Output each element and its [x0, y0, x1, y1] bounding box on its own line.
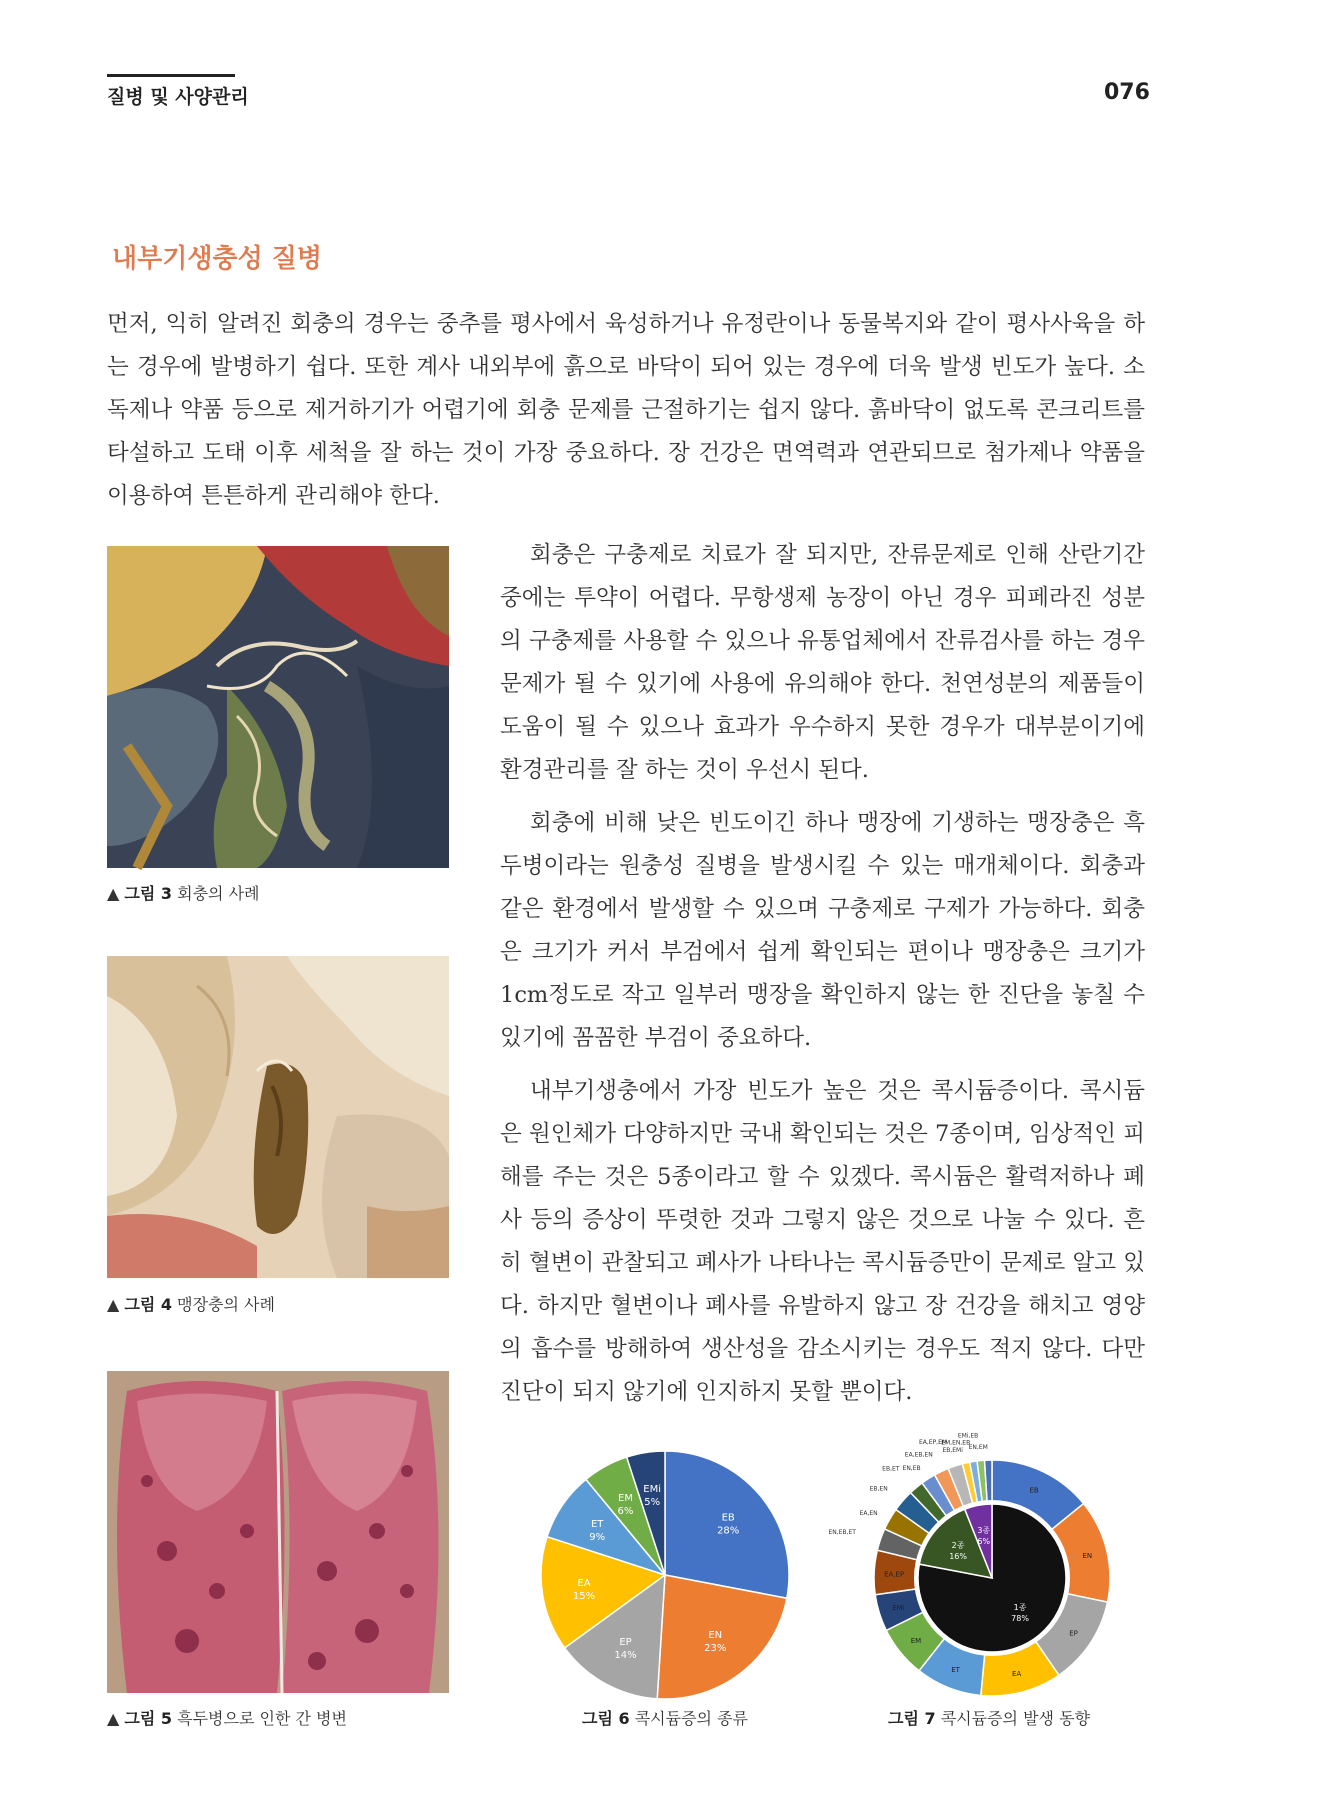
- slice-name-eb: EB: [721, 1512, 735, 1524]
- outer-label-ea-ep-em: EA,EP,EM: [918, 1439, 948, 1447]
- caption-label: 그림 3: [124, 884, 173, 903]
- intro-paragraph: 먼저, 익히 알려진 회충의 경우는 중추를 평사에서 육성하거나 유정란이나 동물복지와 같이 평사사육을 하는 경우에 발병하기 쉽다. 또한 계사 내외부에 흙으로 바닥이 되어 있는 경우에 더욱 발생 빈도가 높다. 소독제나 약품 등으로 제거하기가 어렵기에 회충 문제를 근절하기는 쉽지 않다. 흙바닥이 없도록 콘크리트를 타설하고 도태 이후 세척을 잘 하는 것이 가장 중요하다. 장 건강은 면역력과 연관되므로 첨가제나 약품을 이용하여 튼튼하게 관리해야 한다.: [107, 311, 1145, 509]
- figure-4-caption: [107, 1292, 275, 1315]
- slice-name-3종: 3종: [977, 1525, 991, 1535]
- caption-text: 흑두병으로 인한 간 병변: [177, 1709, 347, 1728]
- slice-value-en: 23%: [704, 1642, 727, 1654]
- slice-name-ea: EA: [577, 1577, 591, 1589]
- slice-value-ep: 14%: [614, 1649, 637, 1661]
- slice-name-ep: EP: [619, 1636, 632, 1648]
- outer-label-eb-et: EB,ET: [882, 1465, 900, 1473]
- slice-name-1종: 1종: [1013, 1602, 1027, 1612]
- coccidiosis-trend-pie-chart: [828, 1430, 1130, 1710]
- slice-value-3종: 6%: [977, 1536, 991, 1546]
- outer-label-em: EM: [910, 1636, 922, 1645]
- figure-7-caption: [888, 1706, 1090, 1729]
- article-heading: 내부기생충성 질병: [112, 244, 322, 274]
- page-number: 076: [1104, 80, 1150, 105]
- caption-text: 회충의 사례: [177, 884, 260, 903]
- slice-name-emi: EMi: [643, 1484, 662, 1496]
- cecal-worm-paragraph: 회충에 비해 낮은 빈도이긴 하나 맹장에 기생하는 맹장충은 흑두병이라는 원충성 질병을 발생시킬 수 있는 매개체이다. 회충과 같은 환경에서 발생할 수 있으며 구충제로 구제가 가능하다. 회충은 크기가 커서 부검에서 쉽게 확인되는 편이나 맹장충은 크기가 1cm정도로 작고 일부러 맹장을 확인하지 않는 한 진단을 놓칠 수 있기에 꼼꼼한 부검이 중요하다.: [500, 810, 1145, 1051]
- slice-value-1종: 78%: [1011, 1613, 1029, 1623]
- slice-name-em: EM: [618, 1493, 633, 1505]
- pie-slice-eb: [665, 1451, 789, 1598]
- slice-value-ea: 15%: [572, 1590, 596, 1602]
- outer-label-emi: EMi: [892, 1604, 905, 1613]
- outer-label-ea: EA: [1012, 1669, 1022, 1678]
- caption-label: 그림 7: [888, 1709, 936, 1728]
- liver-lesion-photo: [107, 1371, 449, 1693]
- caption-label: 그림 5: [124, 1709, 173, 1728]
- roundworm-photo: [107, 546, 449, 868]
- caption-text: 콕시듐증의 발생 동향: [940, 1709, 1090, 1728]
- slice-value-em: 6%: [617, 1506, 634, 1518]
- outer-label-en-eb-et: EN,EB,ET: [828, 1528, 856, 1536]
- outer-label-ea-en: EA,EN: [859, 1510, 878, 1517]
- caption-text: 콕시듐증의 종류: [634, 1709, 748, 1728]
- outer-label-ep: EP: [1069, 1629, 1078, 1638]
- slice-value-emi: 5%: [644, 1497, 661, 1509]
- figure-5-caption: [107, 1706, 347, 1729]
- outer-label-et: ET: [951, 1665, 960, 1674]
- cecal-worm-photo: [107, 956, 449, 1278]
- outer-label-ea-ep: EA,EP: [884, 1570, 905, 1579]
- caption-marker: ▲: [107, 1295, 120, 1314]
- slice-value-et: 9%: [589, 1531, 606, 1543]
- figure-3-caption: [107, 881, 260, 904]
- caption-text: 맹장충의 사례: [177, 1295, 275, 1314]
- outer-label-eb-emi: EB,EMi: [942, 1447, 963, 1455]
- caption-marker: ▲: [107, 884, 120, 903]
- caption-label: 그림 4: [124, 1295, 173, 1314]
- outer-label-eb: EB: [1029, 1486, 1039, 1495]
- figure-6-caption: [582, 1706, 748, 1729]
- outer-label-en-em: EN,EM: [968, 1444, 988, 1452]
- outer-label-em-en-eb: EM,EN,EB: [941, 1439, 971, 1447]
- slice-value-eb: 28%: [717, 1525, 740, 1537]
- coccidia-species-pie-chart: [530, 1440, 800, 1710]
- outer-label-eb-en: EB,EN: [869, 1485, 888, 1493]
- roundworm-paragraph: 회충은 구충제로 치료가 잘 되지만, 잔류문제로 인해 산란기간 중에는 투약이 어렵다. 무항생제 농장이 아닌 경우 피페라진 성분의 구충제를 사용할 수 있으나 유통업체에서 잔류검사를 하는 경우 문제가 될 수 있기에 사용에 유의해야 한다. 천연성분의 제품들이 도움이 될 수 있으나 효과가 우수하지 못한 경우가 대부분이기에 환경관리를 잘 하는 것이 우선시 된다.: [500, 542, 1145, 783]
- caption-label: 그림 6: [582, 1709, 630, 1728]
- outer-label-ea-eb-en: EA,EB,EN: [904, 1451, 933, 1459]
- slice-name-en: EN: [708, 1629, 723, 1641]
- slice-name-et: ET: [590, 1518, 604, 1530]
- slice-value-2종: 16%: [949, 1551, 967, 1561]
- coccidiosis-paragraph: 내부기생충에서 가장 빈도가 높은 것은 콕시듐증이다. 콕시듐은 원인체가 다양하지만 국내 확인되는 것은 7종이며, 임상적인 피해를 주는 것은 5종이라고 할 수 있겠다. 콕시듐은 활력저하나 폐사 등의 증상이 뚜렷한 것과 그렇지 않은 것으로 나눌 수 있다. 흔히 혈변이 관찰되고 폐사가 나타나는 콕시듐증만이 문제로 알고 있다. 하지만 혈변이나 폐사를 유발하지 않고 장 건강을 해치고 영양의 흡수를 방해하여 생산성을 감소시키는 경우도 적지 않다. 다만 진단이 되지 않기에 인지하지 못할 뿐이다.: [500, 1078, 1145, 1405]
- caption-marker: ▲: [107, 1709, 120, 1728]
- header-rule: [107, 74, 235, 77]
- outer-label-en-eb: EN,EB: [902, 1464, 921, 1472]
- outer-label-emi-eb: EMi,EB: [957, 1432, 979, 1440]
- slice-name-2종: 2종: [951, 1540, 965, 1550]
- section-title: 질병 및 사양관리: [107, 86, 249, 108]
- outer-label-en: EN: [1082, 1551, 1093, 1560]
